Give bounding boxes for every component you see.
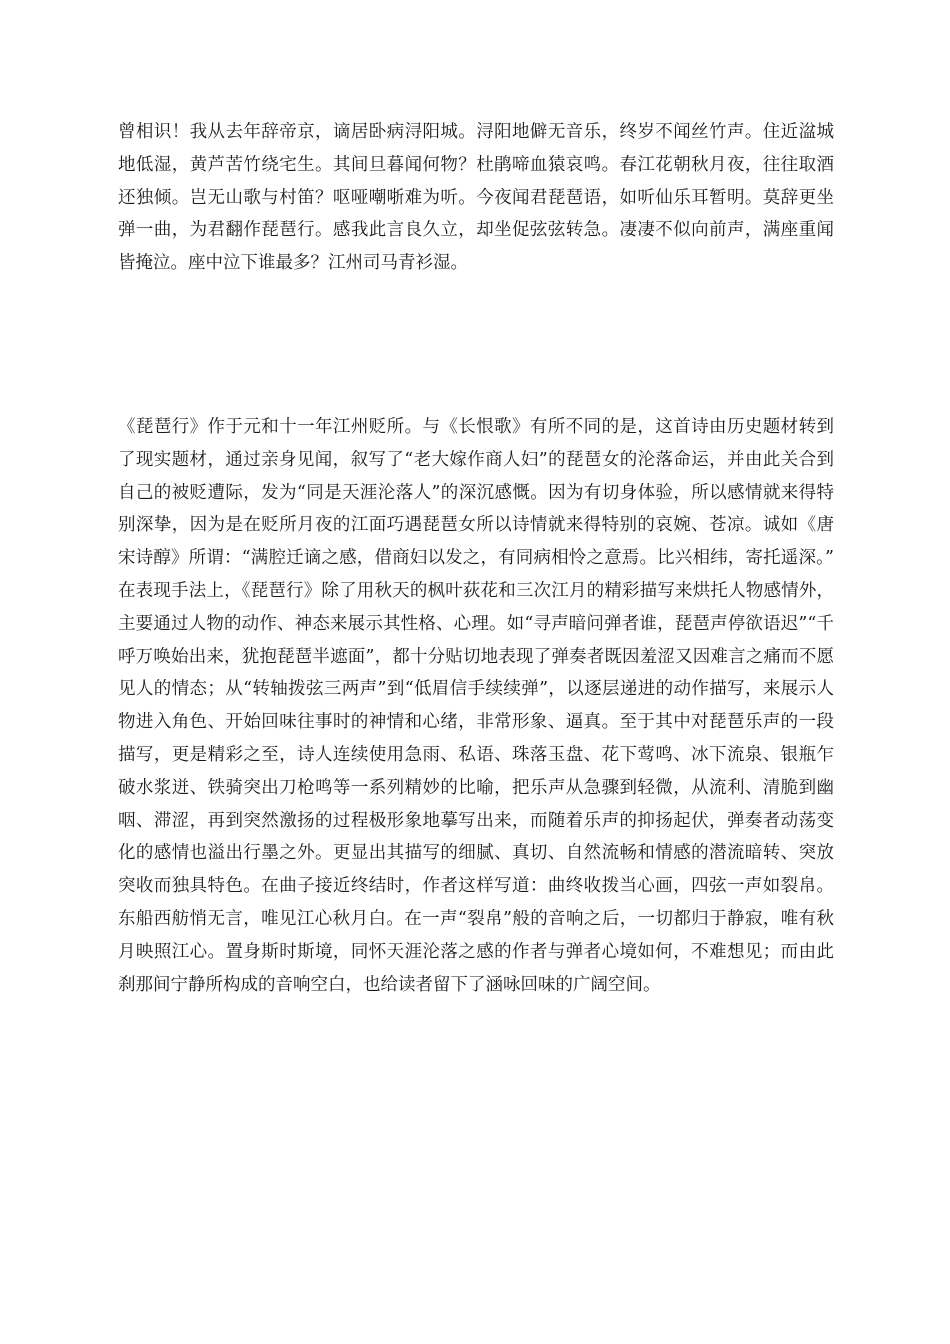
commentary-paragraph: 《琵琶行》作于元和十一年江州贬所。与《长恨歌》有所不同的是，这首诗由历史题材转到了现实题材，通过亲身见闻，叙写了“老大嫁作商人妇”的琵琶女的沦落命运，并由此关合到自己的被贬遭际，发为“同是天涯沦落人”的深沉感慨。因为有切身体验，所以感情就来得特别深挚，因为是在贬所月夜的江面巧遇琵琶女所以诗情就来得特别的哀婉、苍凉。诚如《唐宋诗醇》所谓：“满腔迁谪之感，借商妇以发之，有同病相怜之意焉。比兴相纬，寄托遥深。” 在表现手法上，《琵琶行》除了用秋天的枫叶荻花和三次江月的精彩描写来烘托人物感情外，主要通过人物的动作、神态来展示其性格、心理。如“寻声暗问弹者谁，琵琶声停欲语迟”“千呼万唤始出来，犹抱琵琶半遮面”，都十分贴切地表现了弹奏者既因羞涩又因难言之痛而不愿见人的情态；从“转轴拨弦三两声”到“低眉信手续续弹”，以逐层递进的动作描写，来展示人物进入角色、开始回味往事时的神情和心绪，非常形象、逼真。至于其中对琵琶乐声的一段描写，更是精彩之至，诗人连续使用急雨、私语、珠落玉盘、花下莺鸣、冰下流泉、银瓶乍破水浆迸、铁骑突出刀枪鸣等一系列精妙的比喻，把乐声从急骤到轻微，从流利、清脆到幽咽、滞涩，再到突然激扬的过程极形象地摹写出来，而随着乐声的抑扬起伏，弹奏者动荡变化的感情也溢出行墨之外。更显出其描写的细腻、真切、自然流畅和情感的潜流暗转、突放突收而独具特色。在曲子接近终结时，作者这样写道：曲终收拨当心画，四弦一声如裂帛。东船西舫悄无言，唯见江心秋月白。在一声“裂帛”般的音响之后，一切都归于静寂，唯有秋月映照江心。置身斯时斯境，同怀天涯沦落之感的作者与弹者心境如何，不难想见；而由此刹那间宁静所构成的音响空白，也给读者留下了涵咏回味的广阔空间。 [118,417,852,995]
poem-excerpt-paragraph: 曾相识！我从去年辞帝京，谪居卧病浔阳城。浔阳地僻无音乐，终岁不闻丝竹声。住近湓城地低湿，黄芦苦竹绕宅生。其间旦暮闻何物？杜鹃啼血猿哀鸣。春江花朝秋月夜，往往取酒还独倾。岂无山歌与村笛？呕哑嘲哳难为听。今夜闻君琵琶语，如听仙乐耳暂明。莫辞更坐弹一曲，为君翻作琵琶行。感我此言良久立，却坐促弦弦转急。凄凄不似向前声，满座重闻皆掩泣。座中泣下谁最多？江州司马青衫湿。 [118,122,834,274]
